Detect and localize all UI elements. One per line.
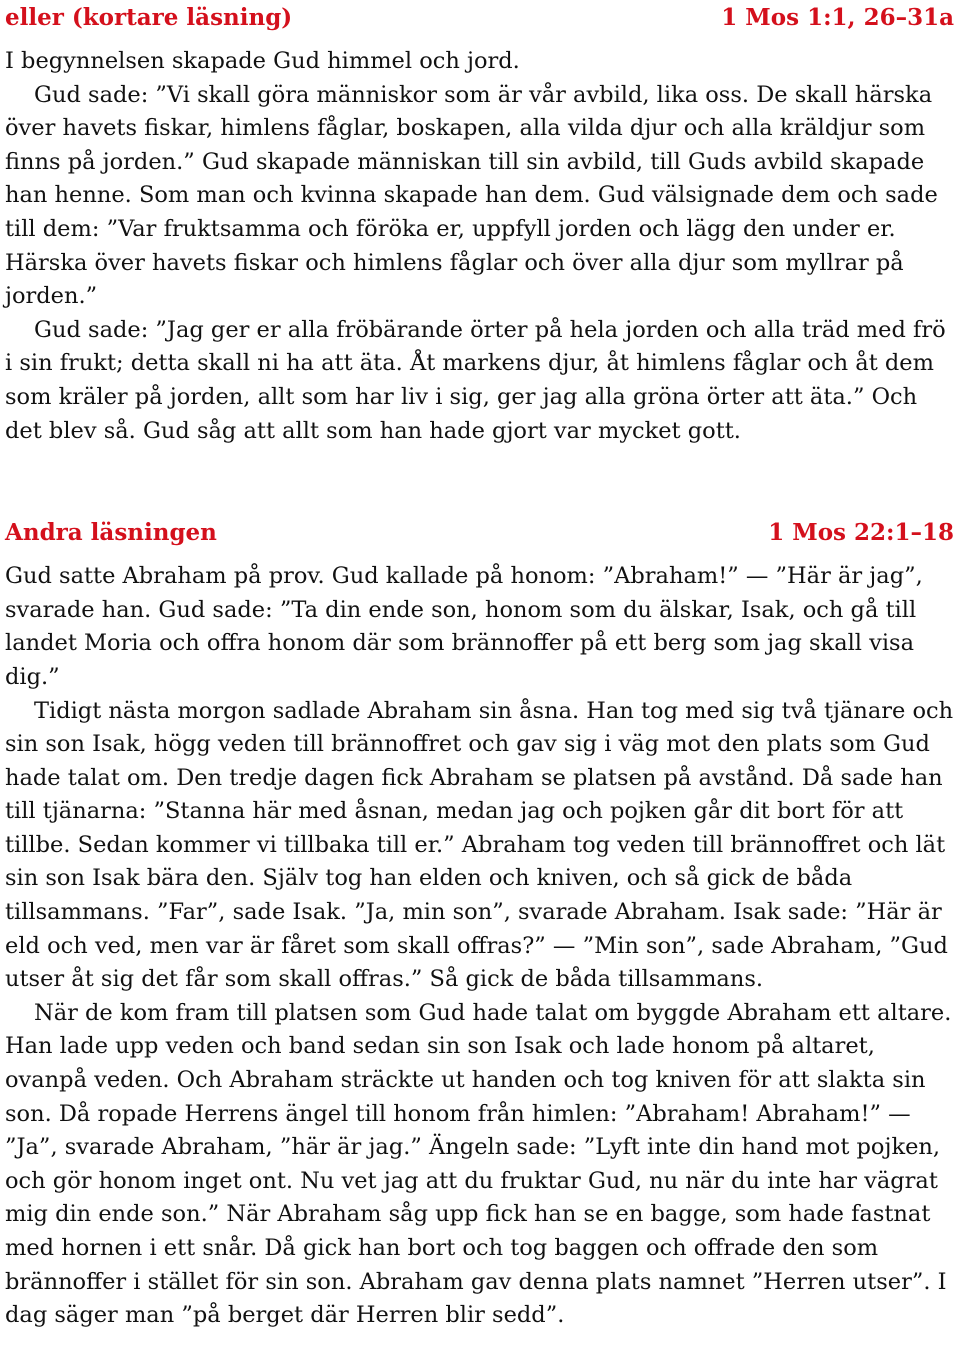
section-heading-second-reading <box>5 516 954 550</box>
section-title: eller (kortare läsning) <box>5 4 293 31</box>
document-page <box>0 1 960 1371</box>
section-body-short-reading <box>5 45 954 448</box>
section-title: Andra läsningen <box>5 519 217 547</box>
paragraph: I begynnelsen skapade Gud himmel och jord. <box>5 48 520 74</box>
section-body-second-reading <box>5 560 954 1333</box>
scripture-reference: 1 Mos 22:1–18 <box>768 519 954 547</box>
scripture-reference: 1 Mos 1:1, 26–31a <box>721 4 954 31</box>
paragraph: När de kom fram till platsen som Gud hade talat om byggde Abraham ett altare. Han lade upp veden och band sedan sin son Isak och lade honom på altaret, ovanpå veden. Och Abraham sträckte ut handen och tog kniven för att slakta sin son. Då ropade Herrens ängel till honom från himlen: ”Abraham! Abraham!” — ”Ja”, svarade Abraham, ”här är jag.” Ängeln sade: ”Lyft inte din hand mot pojken, och gör honom inget ont. Nu vet jag att du fruktar Gud, nu när du inte har vägrat mig din ende son.” När Abraham såg upp fick han se en bagge, som hade fastnat med hornen i ett snår. Då gick han bort och tog baggen och offrade den som brännoffer i stället för sin son. Abraham gav denna plats namnet ”Herren utser”. I dag säger man ”på berget där Herren blir sedd”. <box>5 999 952 1329</box>
paragraph: Gud sade: ”Jag ger er alla fröbärande örter på hela jorden och alla träd med frö i sin frukt; detta skall ni ha att äta. Åt markens djur, åt himlens fåglar och åt dem som kräler på jorden, allt som har liv i sig, ger jag alla gröna örter att äta.” Och det blev så. Gud såg att allt som han hade gjort var mycket gott. <box>5 316 946 444</box>
paragraph: Gud satte Abraham på prov. Gud kallade på honom: ”Abraham!” — ”Här är jag”, svarade han. Gud sade: ”Ta din ende son, honom som du älskar, Isak, och gå till landet Moria och offra honom där som brännoffer på ett berg som jag skall visa dig.” <box>5 563 923 690</box>
section-heading-short-reading <box>5 1 954 35</box>
paragraph: Gud sade: ”Vi skall göra människor som är vår avbild, lika oss. De skall härska över havets fiskar, himlens fåglar, boskapen, alla vilda djur och alla kräldjur som finns på jorden.” Gud skapade människan till sin avbild, till Guds avbild skapade han henne. Som man och kvinna skapade han dem. Gud välsignade dem och sade till dem: ”Var fruktsamma och föröka er, uppfyll jorden och lägg den under er. Härska över havets fiskar och himlens fåglar och över alla djur som myllrar på jorden.” <box>5 81 938 310</box>
paragraph: Tidigt nästa morgon sadlade Abraham sin åsna. Han tog med sig två tjänare och sin son Isak, högg veden till brännoffret och gav sig i väg mot den plats som Gud hade talat om. Den tredje dagen fick Abraham se platsen på avstånd. Då sade han till tjänarna: ”Stanna här med åsnan, medan jag och pojken går dit bort för att tillbe. Sedan kommer vi tillbaka till er.” Abraham tog veden till brännoffret och lät sin son Isak bära den. Själv tog han elden och kniven, och så gick de båda tillsammans. ”Far”, sade Isak. ”Ja, min son”, svarade Abraham. Isak sade: ”Här är eld och ved, men var är fåret som skall offras?” — ”Min son”, sade Abraham, ”Gud utser åt sig det får som skall offras.” Så gick de båda tillsammans. <box>5 697 954 993</box>
